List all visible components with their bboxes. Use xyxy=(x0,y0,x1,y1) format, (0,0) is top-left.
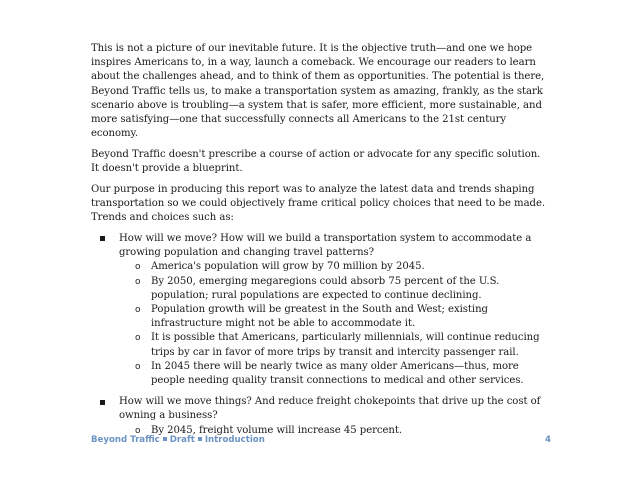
sub-item-text: America's population will grow by 70 million by 2045. xyxy=(151,261,425,273)
paragraph-intro: This is not a picture of our inevitable future. It is the objective truth—and one we hope inspires Americans to, in a way, launch a comeback. We encourage our readers to learn about the challenges ahead, and to think of them as opportunities. The potential is there, Beyond Traffic tells us, to make a transportation system as amazing, frankly, as the stark scenario above is troubling—a system that is safer, more efficient, more sustainable, and more satisfying—one that successfully connects all Americans to the 21st century economy. xyxy=(91,43,545,140)
page-number: 4 xyxy=(545,435,551,445)
circle-bullet-icon: o xyxy=(135,425,141,436)
footer-status: Draft xyxy=(169,435,195,445)
sub-list xyxy=(119,260,551,388)
footer-section: Introduction xyxy=(204,435,265,445)
circle-bullet-icon: o xyxy=(135,276,141,287)
circle-bullet-icon: o xyxy=(135,333,141,344)
page-footer xyxy=(91,435,551,445)
sub-item xyxy=(119,260,551,274)
bullet-item-move-things xyxy=(91,395,551,438)
bullet-text: How will we move things? And reduce freight chokepoints that drive up the cost of owning a business? xyxy=(119,396,541,422)
paragraph-no-blueprint: Beyond Traffic doesn't prescribe a course of action or advocate for any specific solution. It doesn't provide a blueprint. xyxy=(91,148,541,175)
sub-item-text: It is possible that Americans, particularly millennials, will continue reducing trips by car in favor of more trips by transit and intercity passenger rail. xyxy=(151,332,540,358)
sub-item-text: Population growth will be greatest in the South and West; existing infrastructure might not be able to accommodate it. xyxy=(151,303,488,330)
sub-item xyxy=(119,275,551,303)
footer-title: Beyond Traffic xyxy=(91,435,160,445)
circle-bullet-icon: o xyxy=(135,304,141,315)
square-separator-icon xyxy=(198,437,202,441)
document-body xyxy=(91,42,551,445)
square-separator-icon xyxy=(163,437,167,441)
bullet-item-move-people xyxy=(91,232,551,388)
circle-bullet-icon: o xyxy=(135,361,141,372)
sub-item-text: In 2045 there will be nearly twice as many older Americans—thus, more people needing quality transit connections to medical and other services. xyxy=(151,360,524,386)
sub-item xyxy=(119,331,551,359)
sub-item xyxy=(119,303,551,331)
bullet-list xyxy=(91,232,551,438)
sub-item xyxy=(119,360,551,388)
paragraph-purpose: Our purpose in producing this report was to analyze the latest data and trends shaping transportation so we could objectively frame critical policy choices that need to be made. Trends and choices such as: xyxy=(91,183,546,224)
square-bullet-icon xyxy=(100,236,105,241)
circle-bullet-icon: o xyxy=(135,262,141,273)
square-bullet-icon xyxy=(100,400,105,405)
sub-item-text: By 2045, freight volume will increase 45 percent. xyxy=(151,424,403,436)
bullet-text: How will we move? How will we build a transportation system to accommodate a growing population and changing travel patterns? xyxy=(119,232,532,259)
sub-item-text: By 2050, emerging megaregions could absorb 75 percent of the U.S. population; rural populations are expected to continue declining. xyxy=(151,275,500,301)
